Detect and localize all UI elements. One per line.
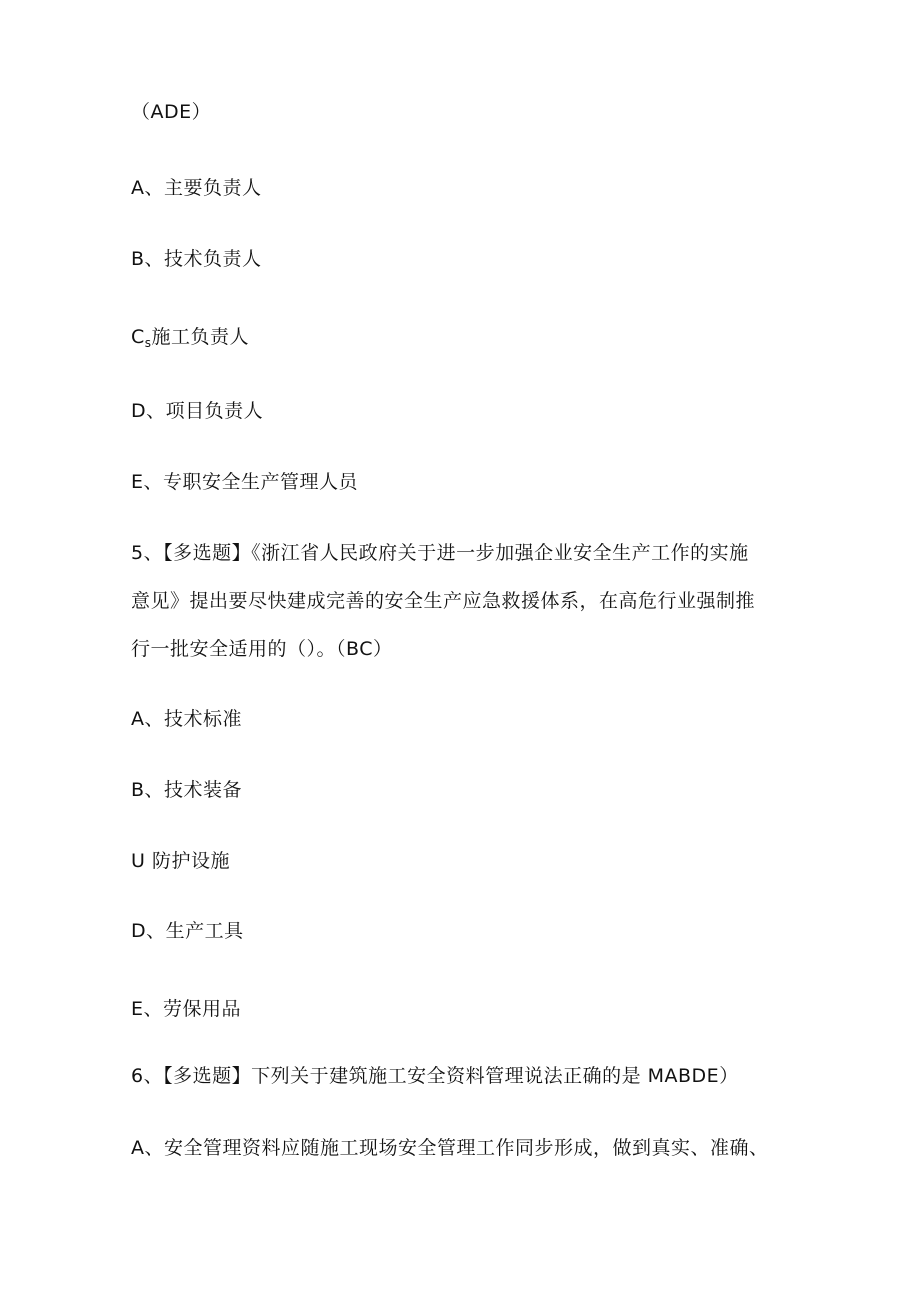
q4-option-b: B、技术负责人 [131, 248, 262, 270]
q4-option-c-text: 施工负责人 [151, 326, 250, 348]
q4-option-c-subscript: s [144, 336, 152, 350]
q4-option-e: E、专职安全生产管理人员 [131, 471, 359, 493]
q4-option-a: A、主要负责人 [131, 177, 262, 199]
q5-option-d: D、生产工具 [131, 920, 244, 942]
q5-stem-line-3: 行一批安全适用的（）。（BC） [131, 638, 393, 660]
q4-answer: （ADE） [131, 101, 212, 123]
q5-option-a: A、技术标准 [131, 708, 242, 730]
q4-option-c-letter: C [131, 326, 145, 348]
q6-option-a: A、安全管理资料应随施工现场安全管理工作同步形成，做到真实、准确、 [131, 1137, 769, 1159]
q4-option-d: D、项目负责人 [131, 400, 264, 422]
q5-option-e: E、劳保用品 [131, 998, 242, 1020]
q5-option-b: B、技术装备 [131, 779, 243, 801]
q5-stem-line-1: 5、【多选题】《浙江省人民政府关于进一步加强企业安全生产工作的实施 [131, 542, 749, 564]
q4-option-c [131, 325, 249, 355]
q5-option-c: U 防护设施 [131, 850, 230, 872]
q5-stem-line-2: 意见》提出要尽快建成完善的安全生产应急救援体系，在高危行业强制推 [131, 590, 756, 612]
q6-stem-line-1: 6、【多选题】下列关于建筑施工安全资料管理说法正确的是 MABDE） [131, 1065, 739, 1087]
